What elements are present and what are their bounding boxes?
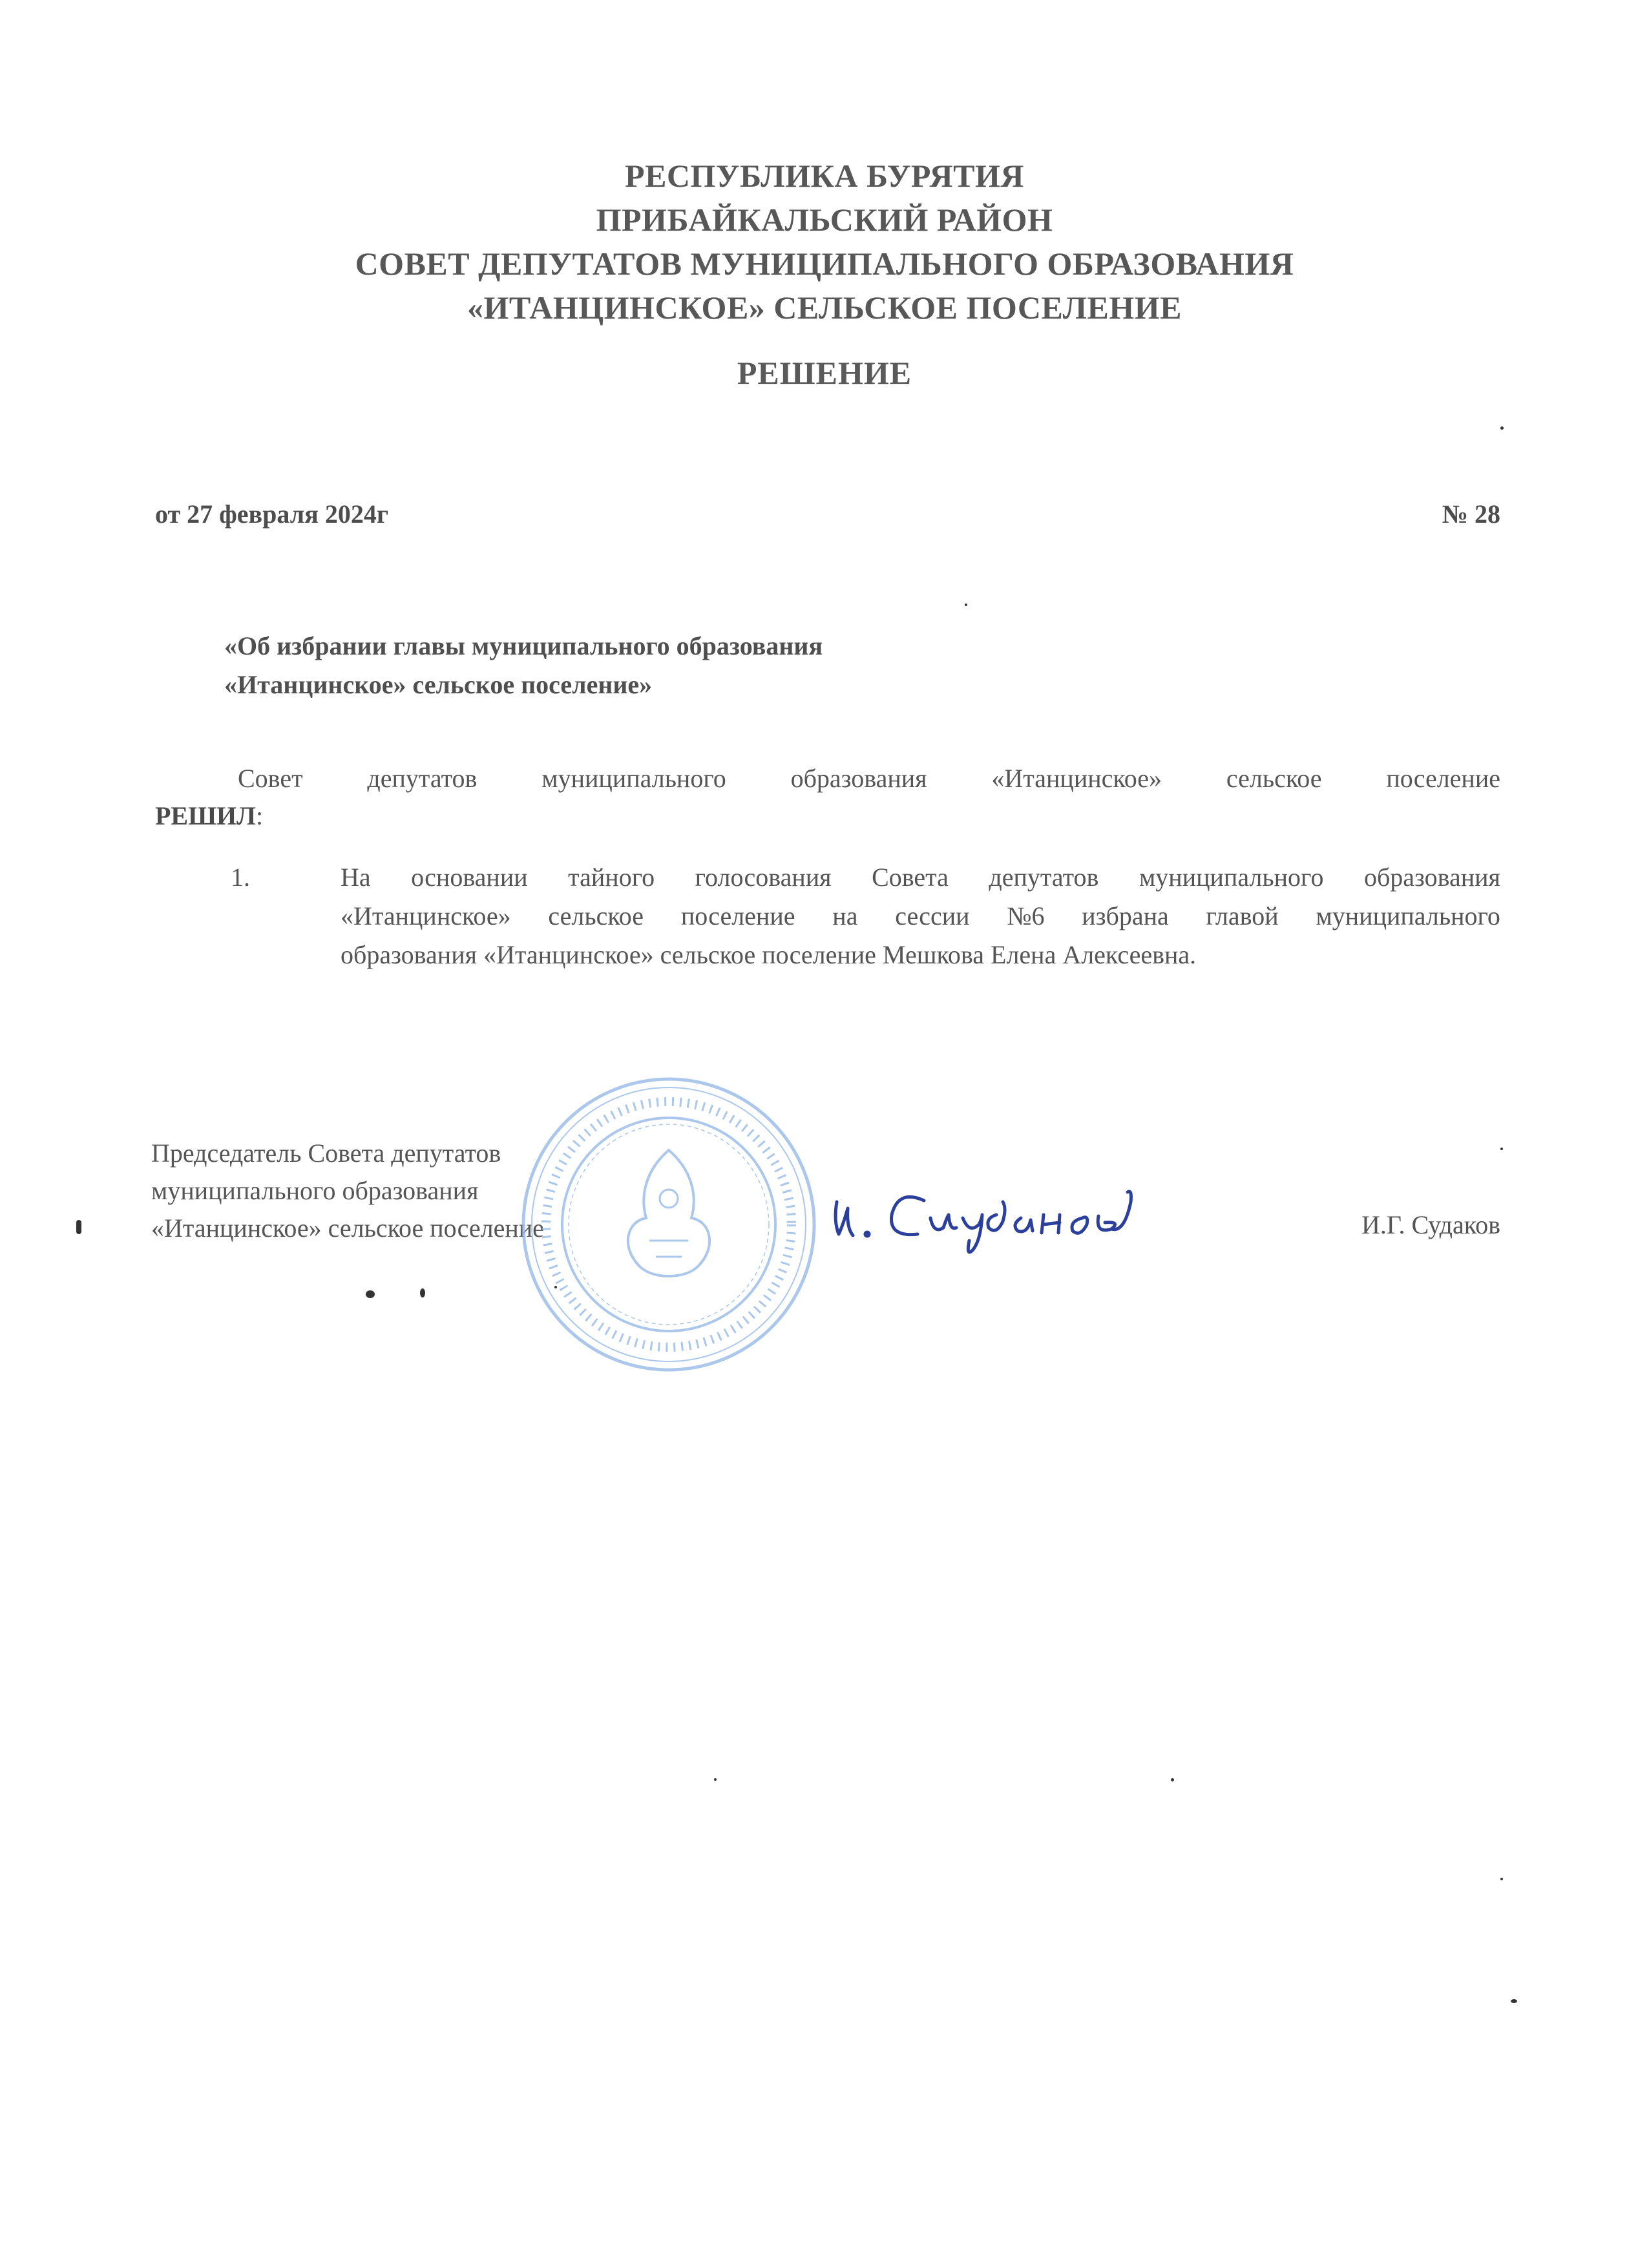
header-line-district: ПРИБАЙКАЛЬСКИЙ РАЙОН <box>596 202 1053 238</box>
item-word: Совета <box>872 863 949 892</box>
item-word: муниципального <box>1139 863 1324 892</box>
scan-speck <box>76 1220 81 1234</box>
item-line <box>341 897 1500 936</box>
item-word: на <box>832 901 858 930</box>
item-word: поселение <box>680 901 795 930</box>
header-line-republic: РЕСПУБЛИКА БУРЯТИЯ <box>625 158 1024 194</box>
scan-speck <box>1171 1778 1174 1781</box>
item-word: №6 <box>1007 901 1045 930</box>
scan-speck <box>366 1290 375 1298</box>
item-line <box>341 858 1500 897</box>
document-subject <box>224 627 823 704</box>
signer-name: И.Г. Судаков <box>1361 1210 1500 1239</box>
header-line-council: СОВЕТ ДЕПУТАТОВ МУНИЦИПАЛЬНОГО ОБРАЗОВАНИЯ <box>355 246 1294 282</box>
item-text <box>341 858 1500 974</box>
item-word: сельское <box>548 901 644 930</box>
document-number: № 28 <box>1442 499 1500 529</box>
signer-title-line: Председатель Совета депутатов <box>151 1139 501 1168</box>
item-word: депутатов <box>989 863 1099 892</box>
item-number: 1. <box>231 863 250 892</box>
document-date: от 27 февраля 2024г <box>155 499 388 529</box>
preamble-word: поселение <box>1386 764 1500 793</box>
resolved-colon: : <box>255 801 264 830</box>
official-seal-stamp <box>517 1073 821 1376</box>
preamble-word: «Итанцинское» <box>991 764 1162 793</box>
header-line-settlement: «ИТАНЦИНСКОЕ» СЕЛЬСКОЕ ПОСЕЛЕНИЕ <box>467 289 1182 326</box>
preamble-word: Совет <box>238 764 303 793</box>
signer-title-line: «Итанцинское» сельское поселение <box>151 1213 544 1243</box>
item-word: главой <box>1206 901 1279 930</box>
preamble-resolution <box>155 797 1500 835</box>
scan-speck <box>1511 1999 1517 2003</box>
subject-line: «Об избрании главы муниципального образования <box>224 631 823 660</box>
preamble-word: образования <box>790 764 927 793</box>
item-line: образования «Итанцинское» сельское поселение Мешкова Елена Алексеевна. <box>341 940 1197 969</box>
item-word: муниципального <box>1316 901 1500 930</box>
preamble-word: муниципального <box>541 764 726 793</box>
preamble-word: депутатов <box>367 764 478 793</box>
scan-speck <box>1500 1878 1503 1880</box>
resolution-item <box>231 858 1500 974</box>
signer-title-line: муниципального образования <box>151 1176 479 1205</box>
item-word: избрана <box>1082 901 1169 930</box>
item-word: тайного <box>568 863 655 892</box>
document-header <box>0 154 1649 330</box>
item-word: голосования <box>695 863 832 892</box>
scan-speck <box>554 1286 557 1288</box>
item-word: сессии <box>895 901 970 930</box>
item-word: «Итанцинское» <box>341 901 511 930</box>
subject-line: «Итанцинское» сельское поселение» <box>224 670 653 699</box>
handwritten-signature <box>827 1163 1163 1266</box>
signer-title <box>151 1135 544 1247</box>
scan-speck <box>714 1778 717 1781</box>
item-word: основании <box>411 863 528 892</box>
scan-speck <box>965 604 967 606</box>
resolved-word: РЕШИЛ <box>155 801 256 830</box>
item-word: На <box>341 863 371 892</box>
preamble-line <box>155 760 1500 797</box>
preamble-word: сельское <box>1226 764 1322 793</box>
preamble <box>155 760 1500 835</box>
item-word: образования <box>1363 863 1500 892</box>
scan-speck <box>1500 1148 1503 1150</box>
scan-speck <box>1500 426 1504 430</box>
document-type-title: РЕШЕНИЕ <box>737 355 912 391</box>
scan-speck <box>420 1288 425 1297</box>
